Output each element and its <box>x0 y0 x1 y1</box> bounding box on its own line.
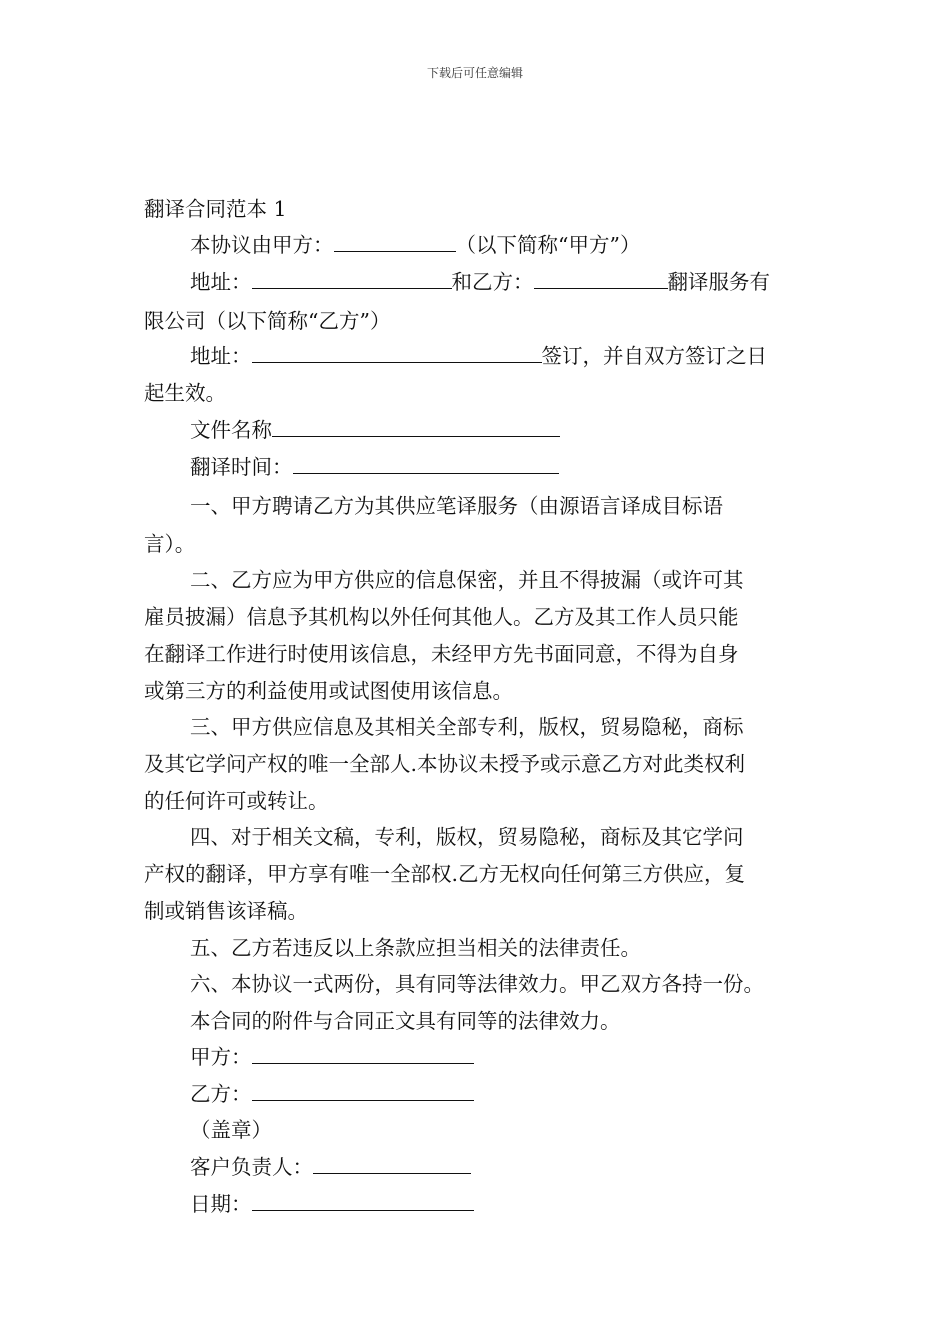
clause-1-line-2: 言）。 <box>144 532 196 556</box>
clause-1-line-1: 一、甲方聘请乙方为其供应笔译服务（由源语言译成目标语 <box>190 494 723 518</box>
date-blank <box>252 1210 474 1211</box>
clause-3-line-3: 的任何许可或转让。 <box>144 789 329 813</box>
address-b-blank <box>252 362 542 363</box>
document-title: 翻译合同范本 1 <box>144 197 287 221</box>
sign-b-line <box>190 1082 808 1106</box>
doc-name-label: 文件名称 <box>190 418 272 442</box>
sign-a-blank <box>252 1063 474 1064</box>
address-a-line <box>190 270 808 294</box>
party-b-suffix: 翻译服务有 <box>667 270 770 294</box>
sign-a-label: 甲方： <box>190 1045 252 1069</box>
clause-2-line-4: 或第三方的利益使用或试图使用该信息。 <box>144 679 513 703</box>
trans-time-blank <box>293 473 559 474</box>
clause-4-line-2: 产权的翻译，甲方享有唯一全部权.乙方无权向任何第三方供应，复 <box>144 862 746 886</box>
clause-5: 五、乙方若违反以上条款应担当相关的法律责任。 <box>190 936 641 960</box>
doc-name-line <box>190 418 808 442</box>
sign-a-line <box>190 1045 808 1069</box>
party-a-note: （以下简称“甲方”） <box>455 233 641 257</box>
address-b-label: 地址： <box>190 344 252 368</box>
party-a-blank <box>334 251 456 252</box>
clause-4-line-3: 制或销售该译稿。 <box>144 899 308 923</box>
date-label: 日期： <box>190 1192 252 1216</box>
seal-note: （盖章） <box>190 1118 272 1142</box>
doc-name-blank <box>272 436 560 437</box>
address-b-line <box>190 344 808 368</box>
clause-2-line-1: 二、乙方应为甲方供应的信息保密，并且不得披漏（或许可其 <box>190 568 744 592</box>
client-rep-line <box>190 1155 808 1179</box>
trans-time-line <box>190 455 808 479</box>
client-rep-label: 客户负责人： <box>190 1155 313 1179</box>
address-b-note: 签订，并自双方签订之日 <box>541 344 767 368</box>
party-b-label: 和乙方： <box>451 270 534 294</box>
clause-3-line-2: 及其它学问产权的唯一全部人.本协议未授予或示意乙方对此类权利 <box>144 752 746 776</box>
clause-3-line-1: 三、甲方供应信息及其相关全部专利，版权，贸易隐秘，商标 <box>190 715 744 739</box>
clause-4-line-1: 四、对于相关文稿，专利，版权，贸易隐秘，商标及其它学问 <box>190 825 744 849</box>
page-header: 下载后可任意编辑 <box>426 66 523 80</box>
effective-note: 起生效。 <box>144 381 226 405</box>
address-a-label: 地址： <box>190 270 252 294</box>
party-b-continued: 限公司（以下简称“乙方”） <box>144 309 391 333</box>
clause-6-line-1: 六、本协议一式两份，具有同等法律效力。甲乙双方各持一份。 <box>190 972 764 996</box>
sign-b-blank <box>252 1100 474 1101</box>
party-b-blank <box>534 288 668 289</box>
clause-2-line-3: 在翻译工作进行时使用该信息，未经甲方先书面同意，不得为自身 <box>144 642 739 666</box>
party-a-label: 本协议由甲方： <box>190 233 334 257</box>
clause-6-line-2: 本合同的附件与合同正文具有同等的法律效力。 <box>190 1009 621 1033</box>
clause-2-line-2: 雇员披漏）信息予其机构以外任何其他人。乙方及其工作人员只能 <box>144 605 739 629</box>
trans-time-label: 翻译时间： <box>190 455 293 479</box>
client-rep-blank <box>313 1173 471 1174</box>
date-line <box>190 1192 808 1216</box>
address-a-blank <box>252 288 452 289</box>
sign-b-label: 乙方： <box>190 1082 252 1106</box>
party-a-line <box>190 233 808 257</box>
